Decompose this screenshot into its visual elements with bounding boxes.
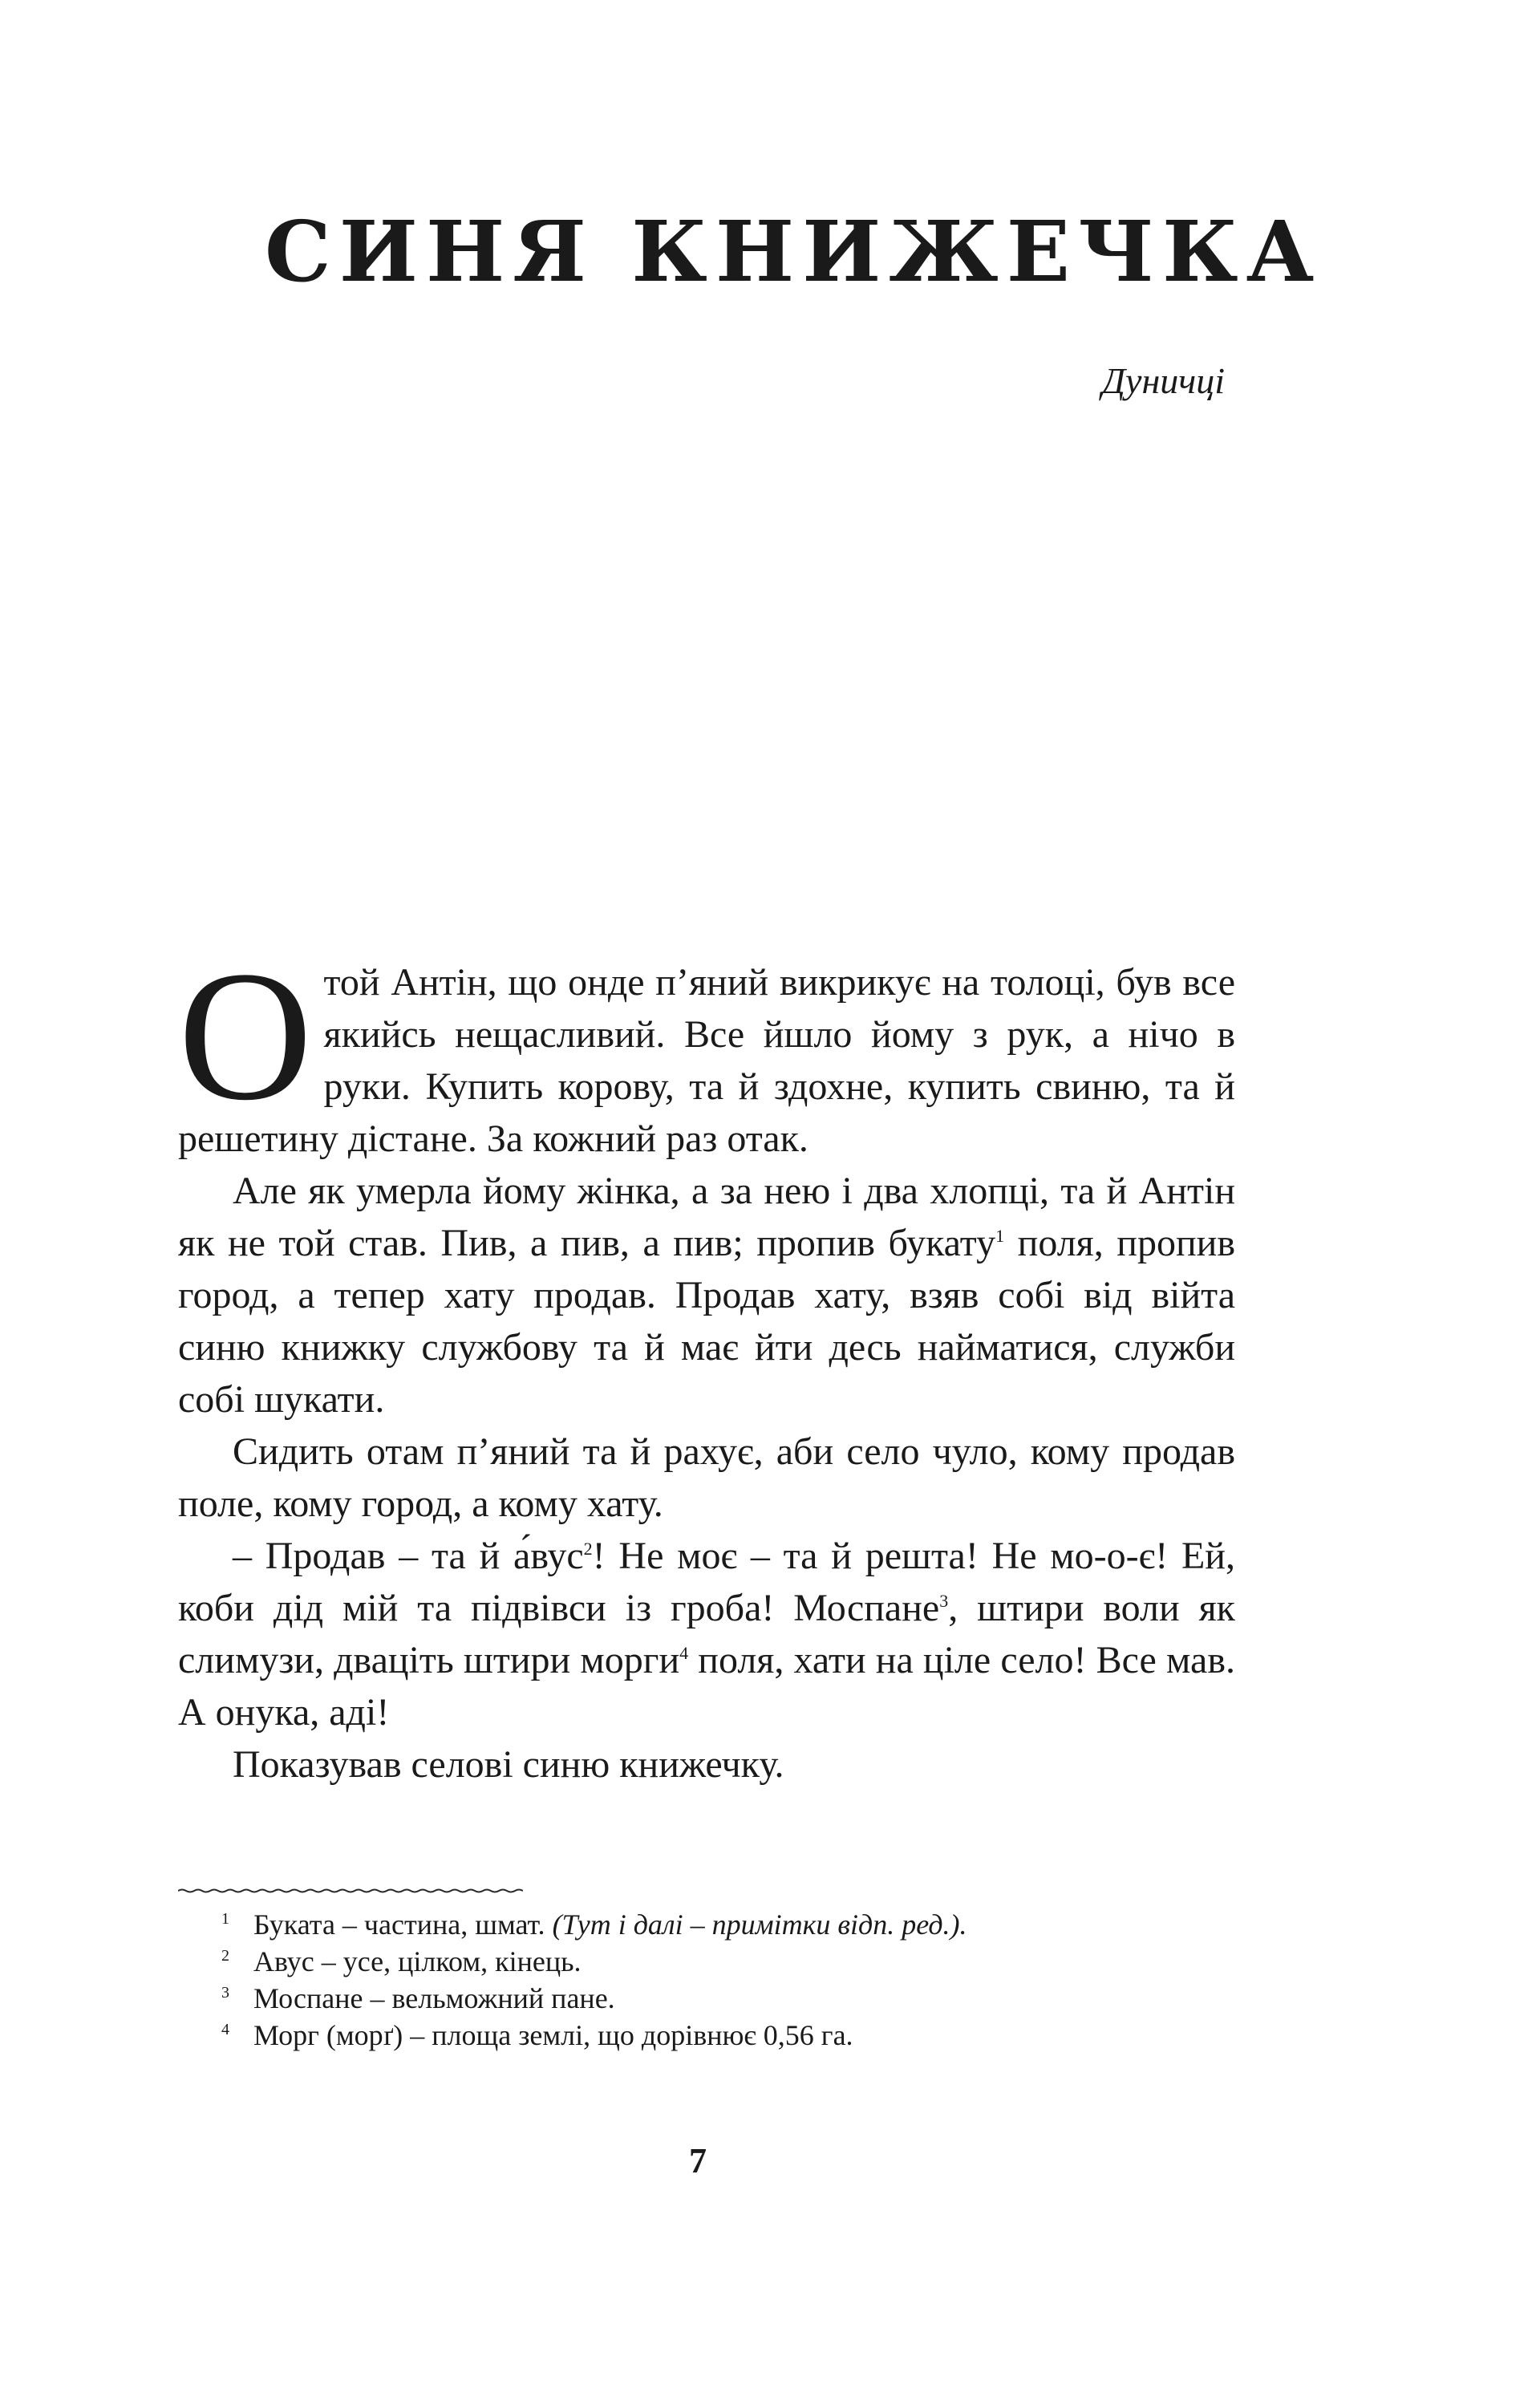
footnote-2: 2 Авус – усе, цілком, кінець. [221, 1945, 582, 1977]
footnotes [221, 1906, 1224, 2054]
footnote-3: 3 Моспане – вельможний пане. [221, 1982, 615, 2014]
paragraph-5: Показував селові синю книжечку. [233, 1743, 784, 1786]
drop-cap: О [178, 933, 313, 1139]
footnote-divider [178, 1888, 523, 1894]
chapter-title: СИНЯ КНИЖЕЧКА [265, 202, 1323, 301]
footnote-1: 1 Буката – частина, шмат. (Тут і далі – примітки відп. ред.). [221, 1908, 967, 1941]
dedication: Дуничці [1101, 360, 1225, 401]
footnote-4: 4 Морг (морґ) – площа землі, що дорівнює 0,56 га. [221, 2019, 853, 2051]
footnote-ref-2: 2 [583, 1539, 593, 1559]
footnote-ref-4: 4 [679, 1643, 689, 1663]
story-text [178, 933, 1236, 1791]
page-number: 7 [689, 2141, 707, 2180]
paragraph-1-text: той Антін, що онде п’яний викрикує на толоці, був все якийсь нещасливий. Все йшло йому з рук, а нічо в руки. Купить корову, та й здохне, купить свиню, та й решетину дістане. За кожний раз отак. [178, 961, 1235, 1160]
paragraph-2: Але як умерла йому жінка, а за нею і два хлопці, та й Антін як не той став. Пив, а пив, а пив; пропив букату$^1$ поля, пропив город, а тепер хату продав. Продав хату, взяв собі від війта синю книжку службову та й має йти десь найматися, служби собі шукати. [178, 1170, 1235, 1421]
paragraph-4: – Продав – та й а́вус$^2$! Не моє – та й решта! Не мо-о-є! Ей, коби дід мій та підвівси із гроба! Моспане$^3$, штири воли як слимузи, дваціть штири морги$^4$ поля, хати на ціле село! Все мав. А онука, аді! [178, 1535, 1236, 1734]
paragraph-1 [178, 933, 1235, 1165]
paragraph-3: Сидить отам п’яний та й рахує, аби село чуло, кому продав поле, кому город, а кому хату. [178, 1430, 1235, 1525]
footnote-ref-3: 3 [939, 1591, 949, 1611]
footnote-ref-1: 1 [995, 1226, 1005, 1246]
